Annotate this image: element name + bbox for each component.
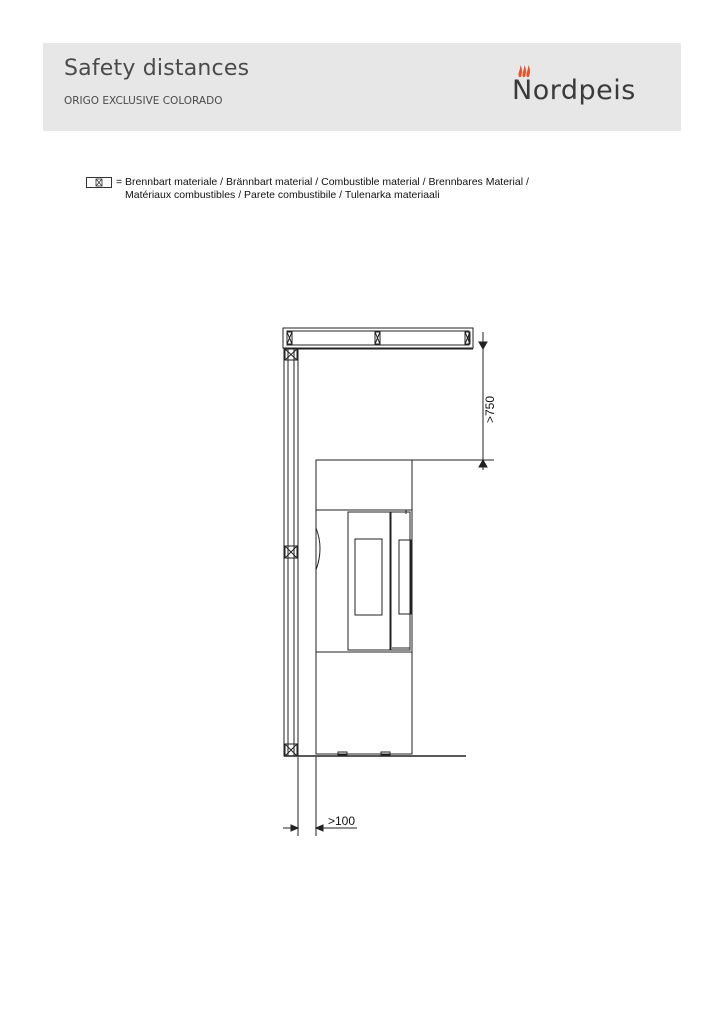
product-name: ORIGO EXCLUSIVE COLORADO xyxy=(64,95,223,107)
logo-text: Nordpeis xyxy=(512,75,636,106)
legend-text-line-1: = Brennbart materiale / Brännbart material / Combustible material / Brennbares Material / xyxy=(116,176,529,188)
dimension-side-label: >100 xyxy=(328,814,356,828)
legend-text-line-2: Matériaux combustibles / Parete combustibile / Tulenarka materiaali xyxy=(125,189,440,201)
dimension-top-label: >750 xyxy=(483,395,497,423)
ceiling-combustible-material xyxy=(283,328,473,348)
wall-combustible-material xyxy=(284,348,298,756)
stove-side-view xyxy=(316,460,412,755)
dimension-top-clearance xyxy=(412,332,494,470)
page-title: Safety distances xyxy=(64,56,250,81)
